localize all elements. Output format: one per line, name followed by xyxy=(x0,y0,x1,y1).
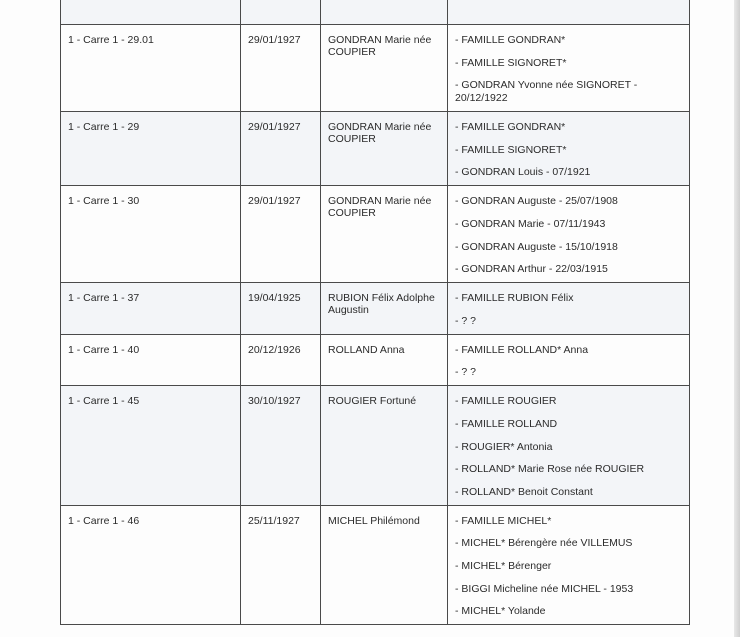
location-cell: 1 - Carre 1 - 29 xyxy=(61,112,241,186)
entry-line: - GONDRAN Auguste - 25/07/1908 xyxy=(455,195,618,208)
entry-line: - MICHEL* Bérenger xyxy=(455,559,552,572)
entries-cell xyxy=(448,25,690,112)
date-cell: 19/04/1925 xyxy=(241,283,321,335)
entry-line: - ROLLAND* Marie Rose née ROUGIER xyxy=(455,463,645,476)
name-cell: GONDRAN Marie née COUPIER xyxy=(321,25,448,112)
date-cell: 30/10/1927 xyxy=(241,386,321,505)
date-cell: 29/01/1927 xyxy=(241,186,321,283)
entry-line: - FAMILLE MICHEL* xyxy=(455,514,552,527)
entry-line: - GONDRAN Auguste - 15/10/1918 xyxy=(455,240,618,253)
entry-line: - ? ? xyxy=(455,314,477,327)
entry-line: - FAMILLE GONDRAN* xyxy=(455,34,566,46)
table-row-fragment xyxy=(61,0,690,25)
name-cell: MICHEL Philémond xyxy=(321,505,448,624)
entry-line: - GONDRAN Yvonne née SIGNORET - 20/12/1922 xyxy=(455,79,638,105)
table-row xyxy=(61,25,690,112)
location-cell xyxy=(61,0,241,25)
name-cell: RUBION Félix Adolphe Augustin xyxy=(321,283,448,335)
name-cell xyxy=(321,0,448,25)
entry-line: - BIGGI Micheline née MICHEL - 1953 xyxy=(455,582,634,595)
entry-line: - FAMILLE ROLLAND* Anna xyxy=(455,343,589,356)
entries-cell xyxy=(448,186,690,283)
table-row xyxy=(61,334,690,386)
entry-line: - GONDRAN Marie - 07/11/1943 xyxy=(455,217,606,230)
name-cell: ROUGIER Fortuné xyxy=(321,386,448,505)
entry-line: - ROUGIER* Antonia xyxy=(455,440,553,453)
date-cell: 29/01/1927 xyxy=(241,112,321,186)
name-cell: GONDRAN Marie née COUPIER xyxy=(321,186,448,283)
table-row xyxy=(61,283,690,335)
location-cell: 1 - Carre 1 - 46 xyxy=(61,505,241,624)
entries-cell xyxy=(448,112,690,186)
date-cell: 25/11/1927 xyxy=(241,505,321,624)
date-cell xyxy=(241,0,321,25)
burial-register-table xyxy=(60,0,690,625)
entry-line: - GONDRAN Louis - 07/1921 xyxy=(455,166,591,179)
location-cell: 1 - Carre 1 - 45 xyxy=(61,386,241,505)
entry-line: - ROLLAND* Benoit Constant xyxy=(455,485,593,498)
entries-cell xyxy=(448,334,690,386)
location-cell: 1 - Carre 1 - 37 xyxy=(61,283,241,335)
page-edge xyxy=(734,0,740,637)
entry-line: - FAMILLE ROUGIER xyxy=(455,395,557,408)
entry-line: - FAMILLE SIGNORET* xyxy=(455,143,567,156)
entries-cell xyxy=(448,0,690,25)
entry-line: - GONDRAN Arthur - 22/03/1915 xyxy=(455,263,608,276)
entry-line: - FAMILLE GONDRAN* xyxy=(455,121,566,134)
entry-line: - MICHEL* Yolande xyxy=(455,605,546,618)
location-cell: 1 - Carre 1 - 29.01 xyxy=(61,25,241,112)
date-cell: 29/01/1927 xyxy=(241,25,321,112)
entry-line: - FAMILLE RUBION Félix xyxy=(455,292,574,305)
entry-line: - FAMILLE SIGNORET* xyxy=(455,56,567,69)
name-cell: ROLLAND Anna xyxy=(321,334,448,386)
table-row xyxy=(61,386,690,505)
entries-cell xyxy=(448,283,690,335)
location-cell: 1 - Carre 1 - 40 xyxy=(61,334,241,386)
table-row xyxy=(61,186,690,283)
location-cell: 1 - Carre 1 - 30 xyxy=(61,186,241,283)
table-row xyxy=(61,112,690,186)
entries-cell xyxy=(448,386,690,505)
entries-cell xyxy=(448,505,690,624)
table-row xyxy=(61,505,690,624)
entry-line: - ? ? xyxy=(455,366,477,379)
date-cell: 20/12/1926 xyxy=(241,334,321,386)
entry-line: - MICHEL* Bérengère née VILLEMUS xyxy=(455,537,633,550)
name-cell: GONDRAN Marie née COUPIER xyxy=(321,112,448,186)
entry-line: - FAMILLE ROLLAND xyxy=(455,417,558,430)
